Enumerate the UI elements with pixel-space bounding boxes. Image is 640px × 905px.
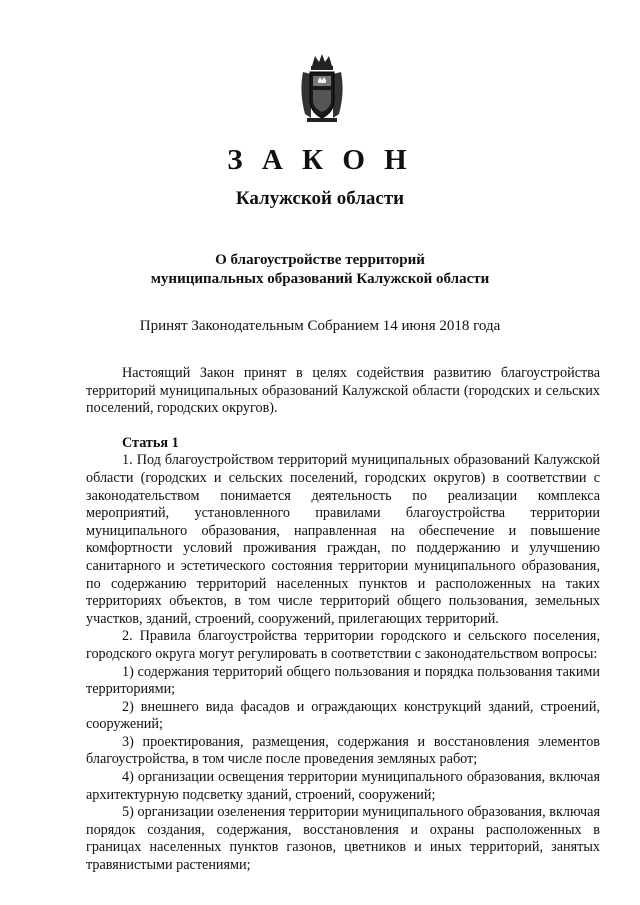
article-1-heading: Статья 1 (122, 434, 179, 451)
article-1-paragraph: 5) организации озеленения территории муниципального образования, включая порядок создания, содержания, восстановления и охраны расположенных в границах населенных пунктов газонов, цветников и иных территорий, занятых травянистыми растениями; (86, 804, 600, 874)
law-subject (0, 251, 640, 289)
coat-of-arms-emblem (297, 52, 347, 124)
law-subject-line-1: О благоустройстве территорий (215, 252, 425, 268)
article-1-paragraph: 3) проектирования, размещения, содержания и восстановления элементов благоустройства, в том числе после проведения земляных работ; (86, 733, 600, 768)
article-1-paragraph: 2) внешнего вида фасадов и ограждающих конструкций зданий, строений, сооружений; (86, 698, 600, 733)
article-1-paragraph: 1) содержания территорий общего пользования и порядка пользования такими территориями; (86, 663, 600, 698)
adoption-date-line: Принят Законодательным Собранием 14 июня 2018 года (139, 318, 501, 334)
article-1-paragraph: 4) организации освещения территории муниципального образования, включая архитектурную подсветку зданий, строений, сооружений; (86, 769, 600, 803)
law-title: З А К О Н (227, 144, 413, 176)
article-1-paragraph: 2. Правила благоустройства территории городского и сельского поселения, городского округа могут регулировать в соответствии с законодательством вопросы: (86, 628, 600, 662)
region-title: Калужской области (235, 188, 405, 209)
law-subject-line-2: муниципальных образований Калужской области (150, 271, 490, 287)
law-body (86, 365, 600, 875)
article-1-paragraph: 1. Под благоустройством территорий муниципальных образований Калужской области (городских и сельских поселений, городских округов) в соответствии с законодательством понимается деятельность по реализации комплекса мероприятий, установленного правилами благоустройства территории муниципального образования, направленная на обеспечение и повышение комфортности условий проживания граждан, по поддержанию и улучшению санитарного и эстетического состояния территории муниципального образования, по содержанию территорий населенных пунктов и расположенных на таких территориях объектов, в том числе территорий общего пользования, земельных участков, зданий, строений, сооружений, прилегающих территорий. (86, 452, 600, 627)
preamble-paragraph: Настоящий Закон принят в целях содействия развитию благоустройства территорий муниципальных образований Калужской области (городских и сельских поселений, городских округов). (86, 365, 600, 417)
